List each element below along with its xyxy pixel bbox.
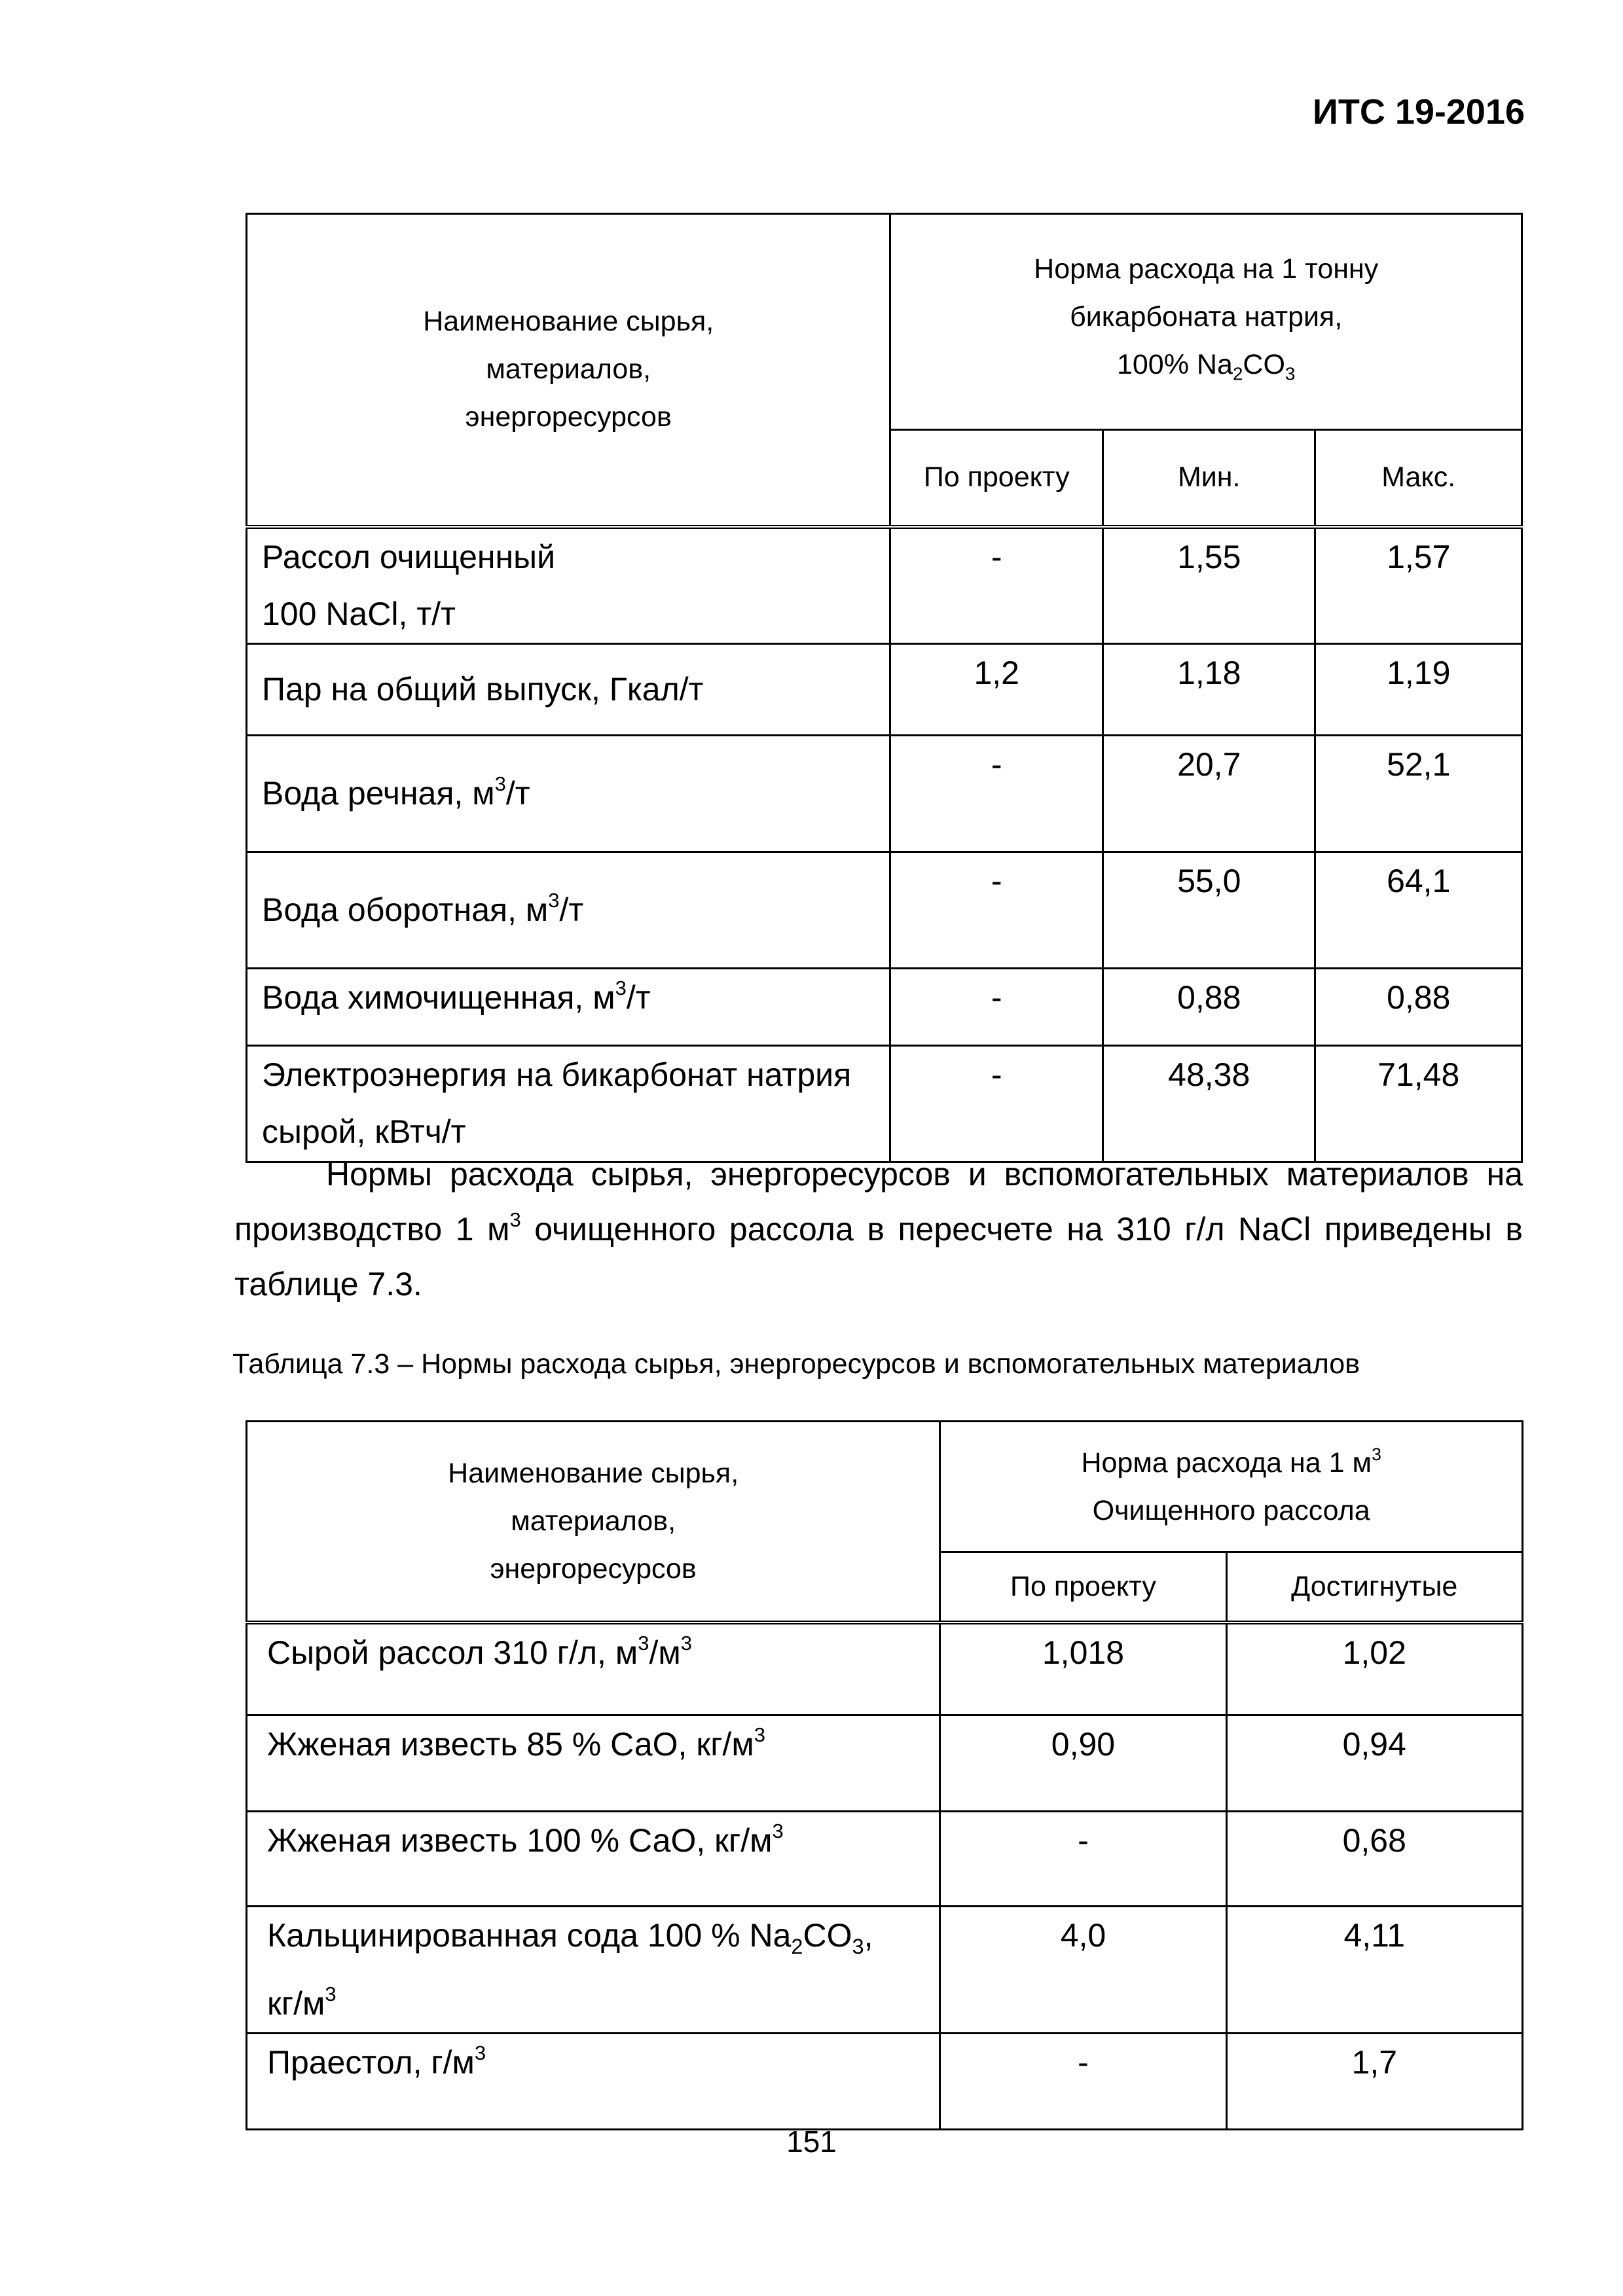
subheader-project: По проекту bbox=[940, 1552, 1226, 1623]
subheader-achieved: Достигнутые bbox=[1226, 1552, 1522, 1623]
table-row: Пар на общий выпуск, Гкал/т 1,2 1,18 1,19 bbox=[247, 643, 1522, 735]
table-caption: Таблица 7.3 – Нормы расхода сырья, энергоресурсов и вспомогательных материалов bbox=[232, 1348, 1360, 1380]
table-row: Электроэнергия на бикарбонат натрия сырой, кВтч/т - 48,38 71,48 bbox=[247, 1045, 1522, 1162]
page-number: 151 bbox=[786, 2125, 837, 2159]
table-row: Вода речная, $м^3/т$ - 20,7 52,1 bbox=[247, 735, 1522, 852]
table-row: Кальцинированная сода 100 % $Na_2CO_3$, $кг/м^3$ 4,0 4,11 bbox=[247, 1907, 1523, 2034]
name-column-header: Наименование сырья, материалов, энергоресурсов bbox=[247, 214, 890, 527]
table-row: Праестол, $г/м^3$ - 1,7 bbox=[247, 2034, 1523, 2130]
norms-table-brine bbox=[246, 1420, 1523, 2130]
norm-column-header: Норма расхода на 1 тонну бикарбоната натрия, 100% $Na_2CO_3$ bbox=[890, 214, 1522, 430]
subheader-max: Макс. bbox=[1315, 430, 1522, 527]
norm-column-header: Норма расхода на 1 $м^3$ Очищенного рассола bbox=[940, 1422, 1523, 1552]
norms-table-bicarbonate bbox=[246, 213, 1523, 1163]
name-column-header: Наименование сырья, материалов, энергоресурсов bbox=[247, 1422, 940, 1623]
table-row: Вода оборотная, $м^3/т$ - 55,0 64,1 bbox=[247, 852, 1522, 968]
table-row: Рассол очищенный 100 NaCl, т/т - 1,55 1,57 bbox=[247, 527, 1522, 644]
table-row: Жженая известь 85 % СаО, $кг/м^3$ 0,90 0,94 bbox=[247, 1715, 1523, 1812]
table-row: Жженая известь 100 % СаО, $кг/м^3$ - 0,68 bbox=[247, 1812, 1523, 1907]
document-header: ИТС 19-2016 bbox=[1313, 92, 1525, 132]
table-row: Сырой рассол 310 г/л, $м^3/м^3$ 1,018 1,02 bbox=[247, 1623, 1523, 1715]
body-paragraph: Нормы расхода сырья, энергоресурсов и вспомогательных материалов на производство 1 $м^3$ очищенного рассола в пересчете на 310 г/л NaCl приведены в таблице 7.3. bbox=[234, 1156, 1523, 1302]
subheader-min: Мин. bbox=[1103, 430, 1315, 527]
subheader-project: По проекту bbox=[890, 430, 1103, 527]
table-row: Вода химочищенная, $м^3/т$ - 0,88 0,88 bbox=[247, 968, 1522, 1045]
